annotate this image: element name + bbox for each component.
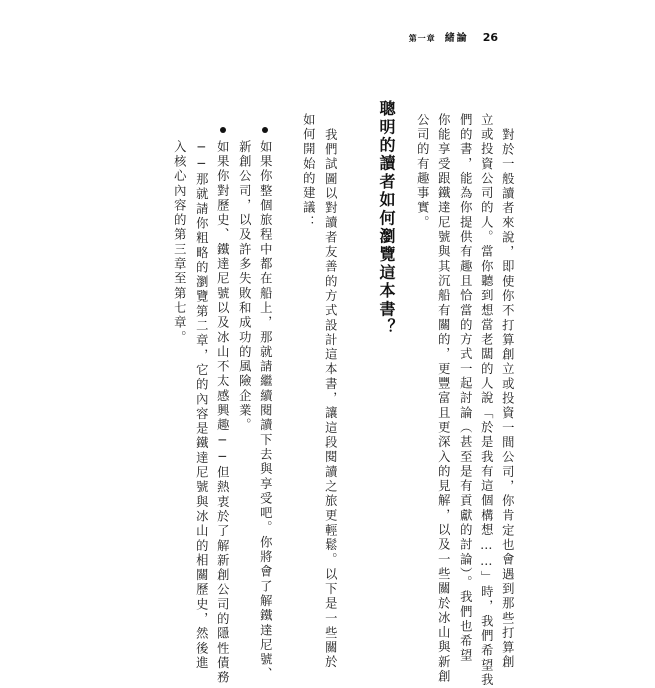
- bullet-marker-2: [220, 127, 226, 133]
- paragraph-2-line-1: 我們試圖以對讀者友善的方式設計這本書，讓這段閱讀之旅更輕鬆。以下是一些關於: [323, 128, 338, 671]
- header-title: 緒論: [444, 33, 469, 44]
- paragraph-1-line-2: 立或投資公司的人。當你聽到想當老闆的人說「於是我有這個構想……」時，我們希望我: [479, 113, 494, 688]
- bullet-2-line-1: 如果你對歷史、鐵達尼號以及冰山不太感興趣──但熱衷於了解新創公司的隱性債務: [215, 140, 230, 686]
- paragraph-1-line-1: 對於一般讀者來說，即使你不打算創立或投資一間公司，你肯定也會遇到那些打算創: [500, 128, 515, 671]
- bullet-marker-1: [262, 127, 268, 133]
- bullet-2-line-3: 入核心內容的第三章至第七章。: [172, 140, 187, 346]
- section-heading: 聰明的讀者如何瀏覽這本書？: [377, 100, 396, 337]
- paragraph-1-line-3: 們的書，能為你提供有趣且恰當的方式一起討論（甚至是有貢獻的討論）。我們也希望: [458, 113, 473, 664]
- paragraph-1-line-5: 公司的有趣事實。: [415, 113, 430, 231]
- bullet-2-line-2: ──那就請你粗略的瀏覽第二章，它的內容是鐵達尼號與冰山的相關歷史，然後進: [194, 140, 209, 671]
- header-chapter: 第一章: [408, 34, 436, 43]
- paragraph-2-line-2: 如何開始的建議：: [301, 113, 316, 231]
- bullet-1-line-1: 如果你整個旅程中都在船上，那就請繼續閱讀下去與享受吧。你將會了解鐵達尼號、: [258, 140, 273, 683]
- paragraph-1-line-4: 你能享受跟鐵達尼號與其沉船有關的，更豐富且更深入的見解，以及一些關於冰山與新創: [436, 113, 451, 685]
- page-number: 26: [482, 31, 498, 44]
- bullet-1-line-2: 新創公司，以及許多失敗和成功的風險企業。: [237, 140, 252, 433]
- running-header: [409, 29, 498, 44]
